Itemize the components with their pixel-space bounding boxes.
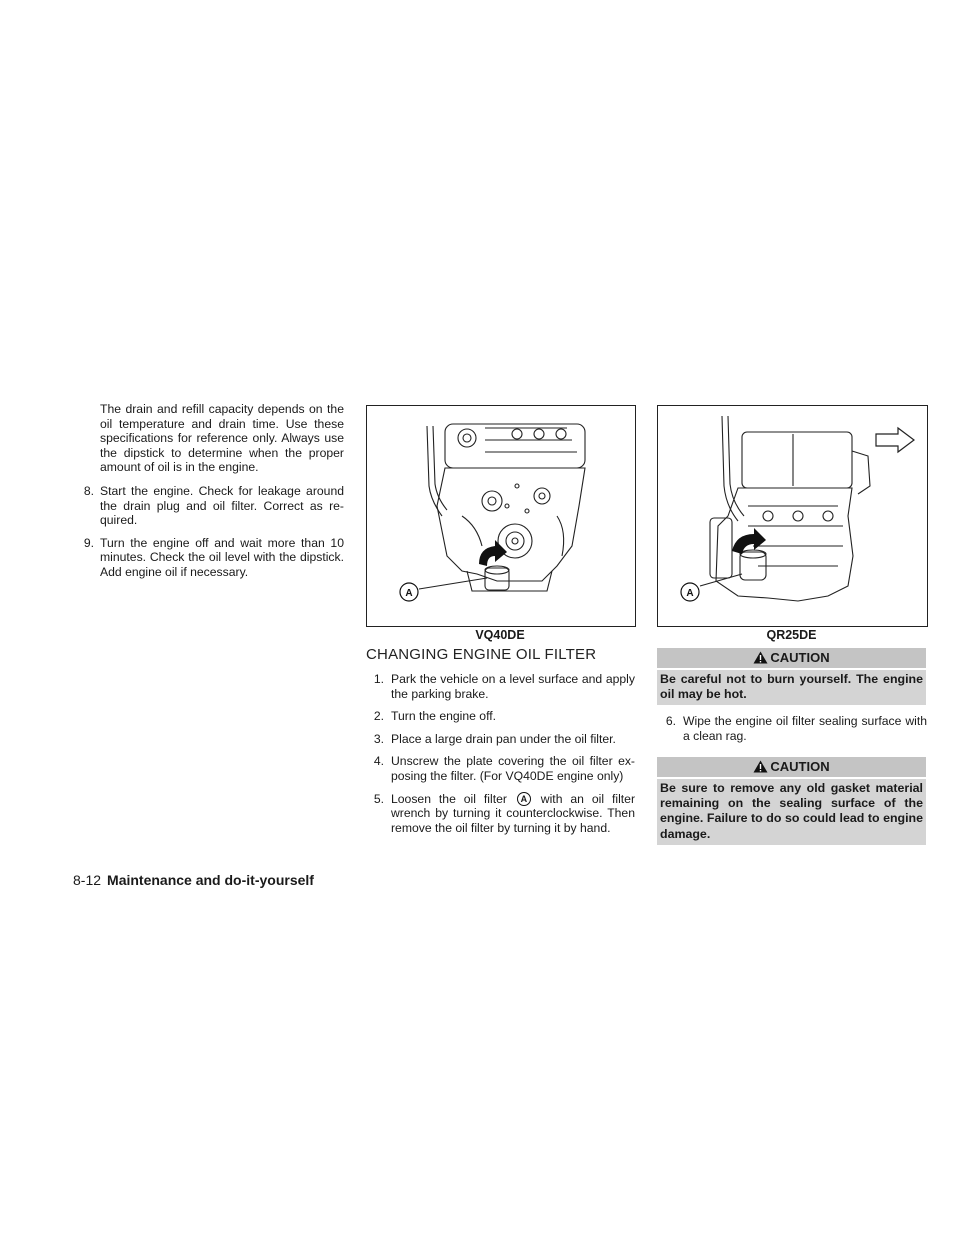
step-text: Start the engine. Check for leakage around the drain plug and oil filter. Correct as re-quired. <box>100 484 344 528</box>
list-item <box>78 484 344 528</box>
engine-illustration-vq40de <box>367 406 635 626</box>
step-number: 3. <box>373 731 384 746</box>
step-text: Turn the engine off. <box>391 709 497 724</box>
step-text-after: with an oil filter wrench by turning it counterclockwise. Then remove the oil filter by turning it by hand. <box>391 791 636 835</box>
list-item <box>370 672 635 701</box>
step-text <box>391 792 635 836</box>
outline-arrow-right-icon <box>876 428 914 452</box>
engine-illustration-qr25de <box>658 406 927 626</box>
step-number: 5. <box>373 791 384 806</box>
warning-triangle-icon <box>753 651 768 664</box>
caution-box-2 <box>657 757 926 845</box>
step-number: 6. <box>665 714 676 728</box>
warning-triangle-icon <box>753 760 768 773</box>
caution-heading <box>657 648 926 670</box>
figure-caption-qr25de: QR25DE <box>766 628 817 642</box>
list-item <box>662 714 927 743</box>
figure-caption-vq40de: VQ40DE <box>475 628 525 642</box>
page-number: 8-12 <box>73 872 102 888</box>
callout-a-label: A <box>405 588 413 599</box>
step-number: 9. <box>83 535 94 550</box>
figure-vq40de <box>366 405 636 627</box>
list-item <box>78 536 344 580</box>
step-number: 2. <box>373 709 384 724</box>
page-footer <box>73 872 314 888</box>
rotation-arrow-icon <box>479 540 507 566</box>
list-item <box>370 732 635 747</box>
marker-a-icon: A <box>517 792 531 806</box>
step-text: Turn the engine off and wait more than 10 minutes. Check the oil level with the dipstick. Add engine oil if necessary. <box>100 535 344 579</box>
step-text: Park the vehicle on a level surface and apply the parking brake. <box>391 672 635 701</box>
caution-heading <box>657 757 926 779</box>
intro-paragraph: The drain and refill capacity depends on the oil temperature and drain time. Use these specifications for reference only. Always use the dipstick to determine when the proper amount of oil is in the engine. <box>100 402 344 475</box>
list-item <box>370 754 635 783</box>
section-title: CHANGING ENGINE OIL FILTER <box>366 646 597 663</box>
list-item <box>370 792 635 836</box>
steps-list-left <box>78 484 344 588</box>
step-text: Place a large drain pan under the oil filter. <box>391 731 616 746</box>
caution-heading-text: CAUTION <box>770 759 830 774</box>
steps-list-middle <box>370 672 635 843</box>
step-number: 1. <box>373 672 384 686</box>
step-number: 8. <box>83 484 94 498</box>
caution-box-1 <box>657 648 926 705</box>
footer-section-title: Maintenance and do-it-yourself <box>107 872 314 888</box>
caution-text: Be sure to remove any old gasket material remaining on the sealing surface of the engine. Failure to do so could lead to engine damage. <box>660 781 923 841</box>
step-text: Wipe the engine oil filter sealing surface with a clean rag. <box>683 714 927 743</box>
caution-text: Be careful not to burn yourself. The engine oil may be hot. <box>660 672 923 702</box>
figure-qr25de <box>657 405 928 627</box>
callout-a-label: A <box>686 588 694 599</box>
step-6 <box>662 714 927 743</box>
step-number: 4. <box>373 754 384 769</box>
list-item <box>370 709 635 724</box>
step-text: Unscrew the plate covering the oil filter ex-posing the filter. (For VQ40DE engine only) <box>391 754 635 783</box>
step-text-before: Loosen the oil filter <box>391 791 507 806</box>
caution-heading-text: CAUTION <box>770 650 830 665</box>
